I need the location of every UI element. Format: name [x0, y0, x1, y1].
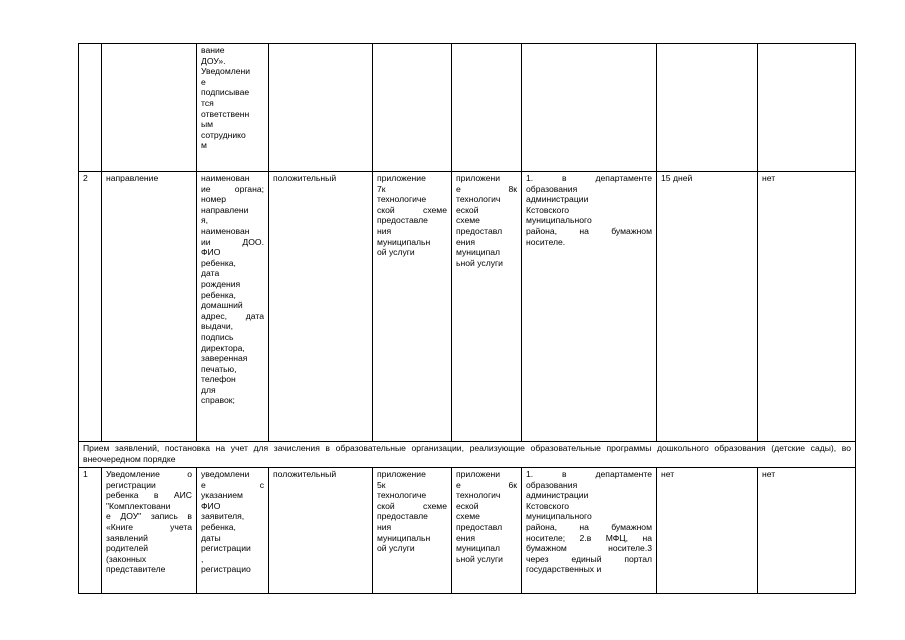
cell-line: Кстовского [526, 204, 570, 215]
section-header-row [79, 442, 856, 468]
cell-line: , [201, 553, 204, 564]
table-row-1 [79, 468, 856, 594]
cell-line: носителе; 2.в МФЦ, на [526, 532, 652, 543]
cell-line: директора, [201, 342, 245, 353]
cell-line: сотруднико [201, 129, 246, 140]
cell-line: муниципал [456, 247, 501, 258]
cell-line: номер [201, 194, 226, 205]
cell-line: 7к [377, 183, 386, 194]
cell-storage-term: 15 дней [657, 172, 758, 442]
cell-line: наименован [201, 225, 250, 236]
cell-line: ребенка, [201, 289, 236, 300]
cell-name [102, 468, 197, 594]
cell-line: рождения [201, 278, 241, 289]
cell-line: образования [526, 479, 578, 490]
cell-line: 5к [377, 479, 386, 490]
cell-mfc: нет [758, 468, 856, 594]
cell-line: ребенка, [201, 257, 236, 268]
cell-line: е 8к [456, 183, 517, 194]
cell-line: ьной услуги [456, 257, 503, 268]
cell-line: технологиче [377, 194, 427, 205]
results-table [78, 43, 856, 594]
cell-line: вание [201, 45, 225, 55]
cell-name [102, 44, 197, 172]
cell-line: района, на бумажном [526, 225, 652, 236]
cell-line: ьной услуги [456, 553, 503, 564]
cell-line: заверенная [201, 353, 248, 364]
cell-line: е с [201, 479, 264, 490]
cell-line: государственных и [526, 564, 602, 575]
cell-line: муниципал [456, 543, 501, 554]
cell-num [79, 44, 102, 172]
cell-line: м [201, 140, 207, 151]
cell-line: администрации [526, 490, 589, 501]
cell-line: ДОУ». [201, 55, 226, 66]
cell-line: приложение [377, 469, 426, 479]
cell-method [522, 172, 657, 442]
cell-num: 1 [79, 468, 102, 594]
cell-line: ской схеме [377, 204, 447, 215]
cell-line: ской схеме [377, 500, 447, 511]
cell-line: муниципального [526, 511, 592, 522]
cell-line: е [201, 76, 206, 87]
cell-line: регистрации [106, 479, 156, 490]
cell-line: ФИО [201, 247, 221, 258]
cell-line: «Книге учета [106, 521, 192, 532]
cell-line: указанием [201, 490, 243, 501]
cell-line: ии ДОО. [201, 236, 264, 247]
cell-line: предоставл [456, 521, 503, 532]
cell-line: муниципальн [377, 236, 431, 247]
cell-line: ым [201, 119, 214, 130]
cell-line: носителе. [526, 236, 566, 247]
cell-line: представителе [106, 564, 166, 575]
cell-line: муниципальн [377, 532, 431, 543]
cell-line: заявителя, [201, 511, 245, 522]
cell-line: адрес, дата [201, 310, 264, 321]
cell-line: уведомлени [201, 469, 250, 479]
table-row-continued [79, 44, 856, 172]
cell-line: подпись [201, 331, 234, 342]
cell-line: через единый портал [526, 553, 652, 564]
section-header: Прием заявлений, постановка на учет для зачисления в образовательные организации, реализующие образовательные программы дошкольного образования (детские сады), во внеочередном порядке [79, 442, 856, 468]
cell-sample [452, 468, 522, 594]
cell-line: телефон [201, 374, 236, 385]
cell-line: 1. в департаменте [526, 173, 652, 183]
cell-line: тся [201, 97, 214, 108]
cell-requisites [197, 172, 269, 442]
cell-requisites [197, 44, 269, 172]
cell-line: приложени [456, 469, 501, 479]
cell-line: для [201, 384, 216, 395]
cell-line: ребенка, [201, 521, 236, 532]
cell-num: 2 [79, 172, 102, 442]
cell-line: еской [456, 500, 479, 511]
cell-line: даты [201, 532, 221, 543]
cell-line: ребенка в АИС [106, 490, 192, 501]
cell-line: подписывае [201, 87, 250, 98]
cell-line: предоставл [456, 225, 503, 236]
cell-line: родителей [106, 543, 149, 554]
cell-line: я, [201, 215, 209, 226]
cell-line: направлени [201, 204, 249, 215]
cell-line: заявлений [106, 532, 148, 543]
cell-line: предоставле [377, 511, 428, 522]
cell-line: ие органа; [201, 183, 264, 194]
cell-storage-term [657, 44, 758, 172]
cell-sample [452, 44, 522, 172]
cell-line: схеме [456, 511, 480, 522]
cell-name: направление [102, 172, 197, 442]
cell-mfc: нет [758, 172, 856, 442]
cell-form [373, 172, 452, 442]
cell-line: ой услуги [377, 247, 415, 258]
cell-line: (законных [106, 553, 147, 564]
cell-line: еской [456, 204, 479, 215]
cell-line: администрации [526, 194, 589, 205]
cell-line: наименован [201, 173, 250, 183]
cell-line: муниципального [526, 215, 592, 226]
cell-line: технологиче [377, 490, 427, 501]
cell-line: е 6к [456, 479, 517, 490]
cell-requisites [197, 468, 269, 594]
cell-line: ния [377, 521, 392, 532]
cell-line: ой услуги [377, 543, 415, 554]
cell-line: Уведомлени [201, 66, 251, 77]
cell-line: "Комплектовани [106, 500, 171, 511]
cell-line: приложение [377, 173, 426, 183]
cell-line: ФИО [201, 500, 221, 511]
cell-line: регистрации [201, 543, 251, 554]
cell-method [522, 468, 657, 594]
cell-method [522, 44, 657, 172]
cell-line: регистрацио [201, 564, 251, 575]
cell-character [269, 44, 373, 172]
cell-line: технологич [456, 194, 501, 205]
cell-line: печатью, [201, 363, 237, 374]
cell-sample [452, 172, 522, 442]
cell-form [373, 44, 452, 172]
cell-line: выдачи, [201, 321, 234, 332]
cell-line: предоставле [377, 215, 428, 226]
cell-line: 1. в департаменте [526, 469, 652, 479]
cell-line: приложени [456, 173, 501, 183]
cell-line: дата [201, 268, 220, 279]
cell-character: положительный [269, 468, 373, 594]
cell-line: ения [456, 236, 475, 247]
cell-line: ния [377, 225, 392, 236]
cell-line: ответственн [201, 108, 250, 119]
table-row-2 [79, 172, 856, 442]
cell-line: образования [526, 183, 578, 194]
cell-mfc [758, 44, 856, 172]
cell-character: положительный [269, 172, 373, 442]
cell-line: схеме [456, 215, 480, 226]
cell-storage-term: нет [657, 468, 758, 594]
cell-line: справок; [201, 395, 235, 406]
cell-line: Кстовского [526, 500, 570, 511]
cell-form [373, 468, 452, 594]
cell-line: Уведомление о [106, 469, 192, 479]
cell-line: ения [456, 532, 475, 543]
cell-line: района, на бумажном [526, 521, 652, 532]
cell-line: е ДОУ" запись в [106, 511, 192, 522]
cell-line: технологич [456, 490, 501, 501]
cell-line: бумажном носителе.3 [526, 543, 652, 554]
cell-line: домашний [201, 300, 243, 311]
